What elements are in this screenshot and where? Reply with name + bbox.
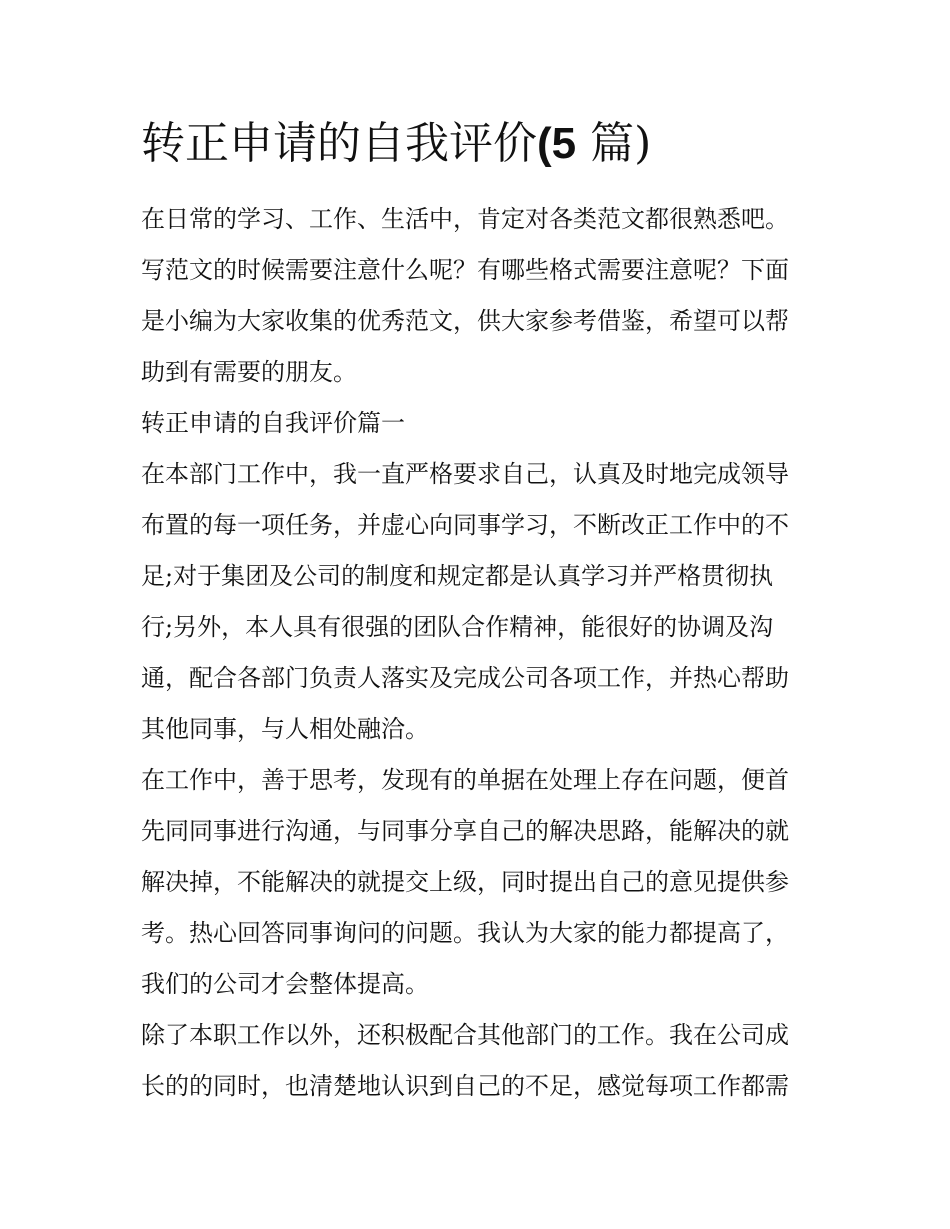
- text-line: 在工作中，善于思考，发现有的单据在处理上存在问题，便首: [141, 766, 789, 794]
- title-suffix: 篇): [576, 118, 652, 169]
- text-line: 长的的同时，也清楚地认识到自己的不足，感觉每项工作都需: [141, 1072, 789, 1100]
- body-text: [141, 194, 813, 1112]
- text-line: 其他同事，与人相处融洽。: [141, 715, 429, 743]
- text-line: 足;对于集团及公司的制度和规定都是认真学习并严格贯彻执: [141, 562, 774, 590]
- text-line: 在日常的学习、工作、生活中，肯定对各类范文都很熟悉吧。: [141, 205, 789, 233]
- text-line: 我们的公司才会整体提高。: [141, 970, 429, 998]
- title-count: (5: [537, 119, 577, 168]
- text-line: 考。热心回答同事询问的问题。我认为大家的能力都提高了，: [141, 919, 789, 947]
- section-heading: 转正申请的自我评价篇一: [141, 409, 405, 437]
- text-line: 通，配合各部门负责人落实及完成公司各项工作，并热心帮助: [141, 664, 789, 692]
- text-line: 行;另外，本人具有很强的团队合作精神，能很好的协调及沟: [141, 613, 774, 641]
- text-line: 解决掉，不能解决的就提交上级，同时提出自己的意见提供参: [141, 868, 789, 896]
- text-line: 助到有需要的朋友。: [141, 358, 357, 386]
- title-text: 转正申请的自我评价: [141, 118, 537, 169]
- text-line: 在本部门工作中，我一直严格要求自己，认真及时地完成领导: [141, 460, 789, 488]
- text-line: 布置的每一项任务，并虚心向同事学习，不断改正工作中的不: [141, 511, 789, 539]
- text-line: 写范文的时候需要注意什么呢？有哪些格式需要注意呢？下面: [141, 256, 789, 284]
- text-line: 是小编为大家收集的优秀范文，供大家参考借鉴，希望可以帮: [141, 307, 789, 335]
- text-line: 先同同事进行沟通，与同事分享自己的解决思路，能解决的就: [141, 817, 789, 845]
- document-content: [141, 112, 813, 1112]
- page-title: [141, 112, 813, 176]
- text-line: 除了本职工作以外，还积极配合其他部门的工作。我在公司成: [141, 1021, 789, 1049]
